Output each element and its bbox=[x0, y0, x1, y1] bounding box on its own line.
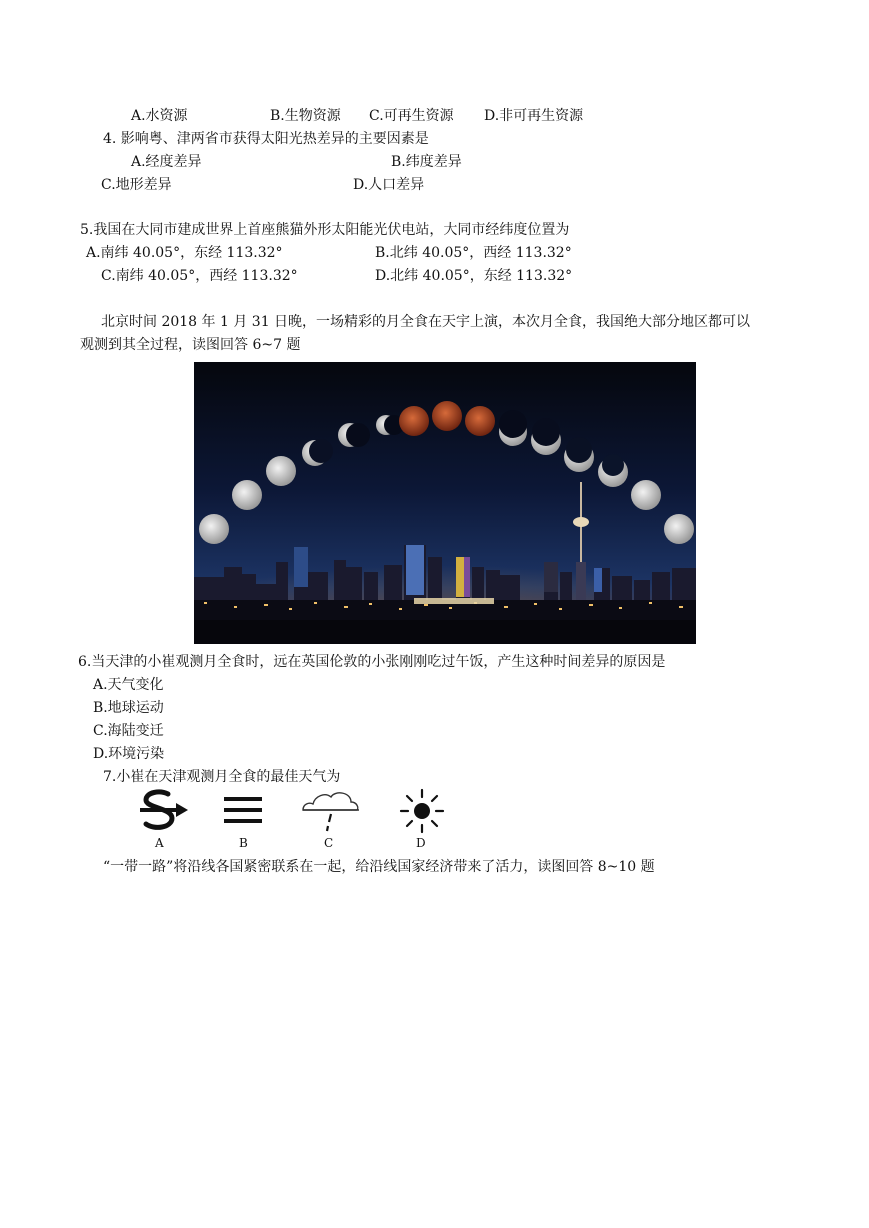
q7-label-d: D bbox=[416, 836, 426, 850]
q3-option-b: B.生物资源 bbox=[270, 108, 341, 124]
q3-option-a: A.水资源 bbox=[131, 108, 188, 124]
q4-option-c: C.地形差异 bbox=[101, 177, 172, 193]
cloudy-rain-icon bbox=[299, 788, 363, 834]
q7-label-c: C bbox=[324, 836, 334, 850]
q4-option-a: A.经度差异 bbox=[131, 154, 202, 170]
intro-8-10: “一带一路”将沿线各国紧密联系在一起，给沿线国家经济带来了活力，读图回答 8~10 题 bbox=[103, 859, 655, 875]
q4-option-d: D.人口差异 bbox=[353, 177, 425, 193]
q7-label-a: A bbox=[155, 836, 164, 850]
fog-icon bbox=[222, 796, 264, 824]
q6-option-a: A.天气变化 bbox=[93, 677, 164, 693]
q4-option-b: B.纬度差异 bbox=[391, 154, 462, 170]
q6-option-d: D.环境污染 bbox=[93, 746, 165, 762]
q3-option-c: C.可再生资源 bbox=[369, 108, 454, 124]
intro-6-7-line1: 北京时间 2018 年 1 月 31 日晚，一场精彩的月全食在天宇上演，本次月全食，我国绝大部分地区都可以 bbox=[101, 314, 751, 330]
q7-stem: 7.小崔在天津观测月全食的最佳天气为 bbox=[103, 769, 341, 785]
q5-option-d: D.北纬 40.05°，东经 113.32° bbox=[375, 268, 573, 284]
q3-option-d: D.非可再生资源 bbox=[484, 108, 584, 124]
q6-stem: 6.当天津的小崔观测月全食时，远在英国伦敦的小张刚刚吃过午饭，产生这种时间差异的原因是 bbox=[78, 654, 666, 670]
intro-6-7-line2: 观测到其全过程，读图回答 6~7 题 bbox=[80, 337, 301, 353]
q7-label-b: B bbox=[239, 836, 248, 850]
sandstorm-icon bbox=[138, 788, 192, 834]
q6-option-c: C.海陆变迁 bbox=[93, 723, 164, 739]
q5-stem: 5.我国在大同市建成世界上首座熊猫外形太阳能光伏电站，大同市经纬度位置为 bbox=[80, 222, 570, 238]
q5-option-a: A.南纬 40.05°，东经 113.32° bbox=[86, 245, 283, 261]
sunny-icon bbox=[398, 788, 446, 834]
q5-option-c: C.南纬 40.05°，西经 113.32° bbox=[101, 268, 298, 284]
q4-stem: 4. 影响粤、津两省市获得太阳光热差异的主要因素是 bbox=[103, 131, 429, 147]
q5-option-b: B.北纬 40.05°，西经 113.32° bbox=[375, 245, 572, 261]
q6-option-b: B.地球运动 bbox=[93, 700, 164, 716]
lunar-eclipse-photo bbox=[194, 362, 696, 644]
